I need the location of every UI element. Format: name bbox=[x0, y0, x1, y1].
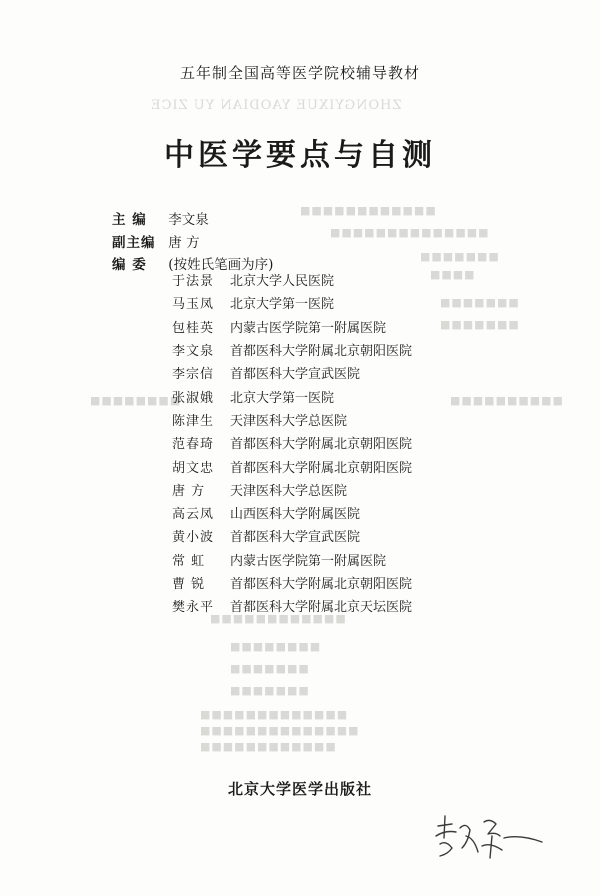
bleed-through-text: ■■■■■■■ bbox=[440, 318, 520, 331]
series-title: 五年制全国高等医学院校辅导教材 bbox=[179, 64, 420, 82]
committee-member bbox=[172, 454, 512, 477]
member-name: 唐 方 bbox=[172, 483, 206, 499]
handwritten-signature bbox=[430, 808, 550, 868]
committee-member-list bbox=[172, 268, 512, 617]
member-name: 李宗信 bbox=[172, 367, 215, 383]
member-institution: 天津医科大学总医院 bbox=[230, 483, 348, 499]
member-institution: 首都医科大学附属北京朝阳医院 bbox=[230, 577, 413, 592]
committee-member bbox=[172, 268, 512, 291]
member-name: 高云凤 bbox=[172, 507, 215, 523]
bleed-through-text: ■■■■■■■■■■■■ bbox=[200, 740, 337, 753]
member-name: 张淑娥 bbox=[172, 390, 215, 406]
member-institution: 首都医科大学附属北京天坛医院 bbox=[230, 600, 413, 616]
member-name: 于法景 bbox=[172, 274, 215, 290]
bleed-through-text: ■■■■■■■■ bbox=[90, 394, 182, 407]
bleed-through-text: ■■■■■■■■■■■■■ bbox=[200, 708, 349, 721]
member-name: 包桂英 bbox=[172, 320, 215, 336]
member-institution: 北京大学人民医院 bbox=[230, 274, 335, 290]
deputy-editor-name: 唐 方 bbox=[168, 235, 200, 251]
bleed-through-text: ■■■■■■■■■■■■ bbox=[210, 612, 347, 625]
chief-editor-label: 主 编 bbox=[112, 212, 147, 228]
member-institution: 天津医科大学总医院 bbox=[230, 413, 348, 429]
deputy-editor-label: 副主编 bbox=[112, 235, 156, 251]
committee-member bbox=[172, 478, 512, 501]
committee-member bbox=[172, 524, 512, 547]
member-name: 曹 锐 bbox=[172, 577, 206, 592]
committee-label: 编 委 bbox=[112, 257, 147, 273]
chief-editor-name: 李文泉 bbox=[168, 212, 209, 228]
bleed-through-text: ■■■■■■■ bbox=[440, 296, 520, 309]
committee-member bbox=[172, 548, 512, 571]
member-name: 黄小波 bbox=[172, 530, 215, 546]
member-name: 樊永平 bbox=[172, 600, 215, 616]
member-institution: 首都医科大学宣武医院 bbox=[230, 530, 361, 546]
member-name: 胡文忠 bbox=[172, 460, 215, 476]
committee-member bbox=[172, 361, 512, 384]
member-institution: 山西医科大学附属医院 bbox=[230, 507, 361, 523]
committee-member bbox=[172, 594, 512, 617]
bleed-through-text: ■■■■■■■■ bbox=[230, 640, 322, 653]
publisher-name: 北京大学医学出版社 bbox=[227, 780, 372, 798]
bleed-through-text: ■■■■■■■ bbox=[230, 684, 310, 697]
committee-member bbox=[172, 291, 512, 314]
bleed-through-text: ■■■■ bbox=[430, 268, 476, 281]
member-institution: 首都医科大学附属北京朝阳医院 bbox=[230, 437, 413, 453]
committee-member bbox=[172, 571, 512, 594]
committee-member bbox=[172, 384, 512, 407]
chief-editor-row bbox=[112, 208, 209, 228]
deputy-editor-row bbox=[112, 231, 200, 251]
member-institution: 首都医科大学附属北京朝阳医院 bbox=[230, 460, 413, 476]
member-name: 常 虹 bbox=[172, 553, 206, 569]
bleed-through-text: ZHONGYIXUE YAODIAN YU ZICE bbox=[150, 98, 402, 113]
member-institution: 内蒙古医学院第一附属医院 bbox=[230, 553, 387, 569]
member-institution: 内蒙古医学院第一附属医院 bbox=[230, 320, 387, 336]
book-title: 中医学要点与自测 bbox=[164, 138, 436, 173]
member-name: 马玉凤 bbox=[172, 297, 215, 313]
member-institution: 首都医科大学附属北京朝阳医院 bbox=[230, 344, 413, 360]
committee-member bbox=[172, 501, 512, 524]
member-name: 李文泉 bbox=[172, 344, 215, 360]
member-institution: 北京大学第一医院 bbox=[230, 297, 335, 313]
member-institution: 首都医科大学宣武医院 bbox=[230, 367, 361, 383]
bleed-through-text: ■■■■■■■■■■■■■■ bbox=[330, 226, 490, 239]
committee-member bbox=[172, 315, 512, 338]
bleed-through-text: ■■■■■■■ bbox=[230, 662, 310, 675]
bleed-through-text: ■■■■■■■ bbox=[420, 250, 500, 263]
member-name: 陈津生 bbox=[172, 413, 215, 429]
member-institution: 北京大学第一医院 bbox=[230, 390, 335, 406]
committee-note: (按姓氏笔画为序) bbox=[168, 257, 274, 273]
committee-member bbox=[172, 431, 512, 454]
bleed-through-text: ■■■■■■■■■■■■■■ bbox=[200, 724, 360, 737]
member-name: 范春琦 bbox=[172, 437, 215, 453]
committee-member bbox=[172, 408, 512, 431]
bleed-through-text: ■■■■■■■■■■■■ bbox=[300, 204, 437, 217]
bleed-through-text: ■■■■■■■■■■ bbox=[450, 394, 564, 407]
committee-member bbox=[172, 338, 512, 361]
